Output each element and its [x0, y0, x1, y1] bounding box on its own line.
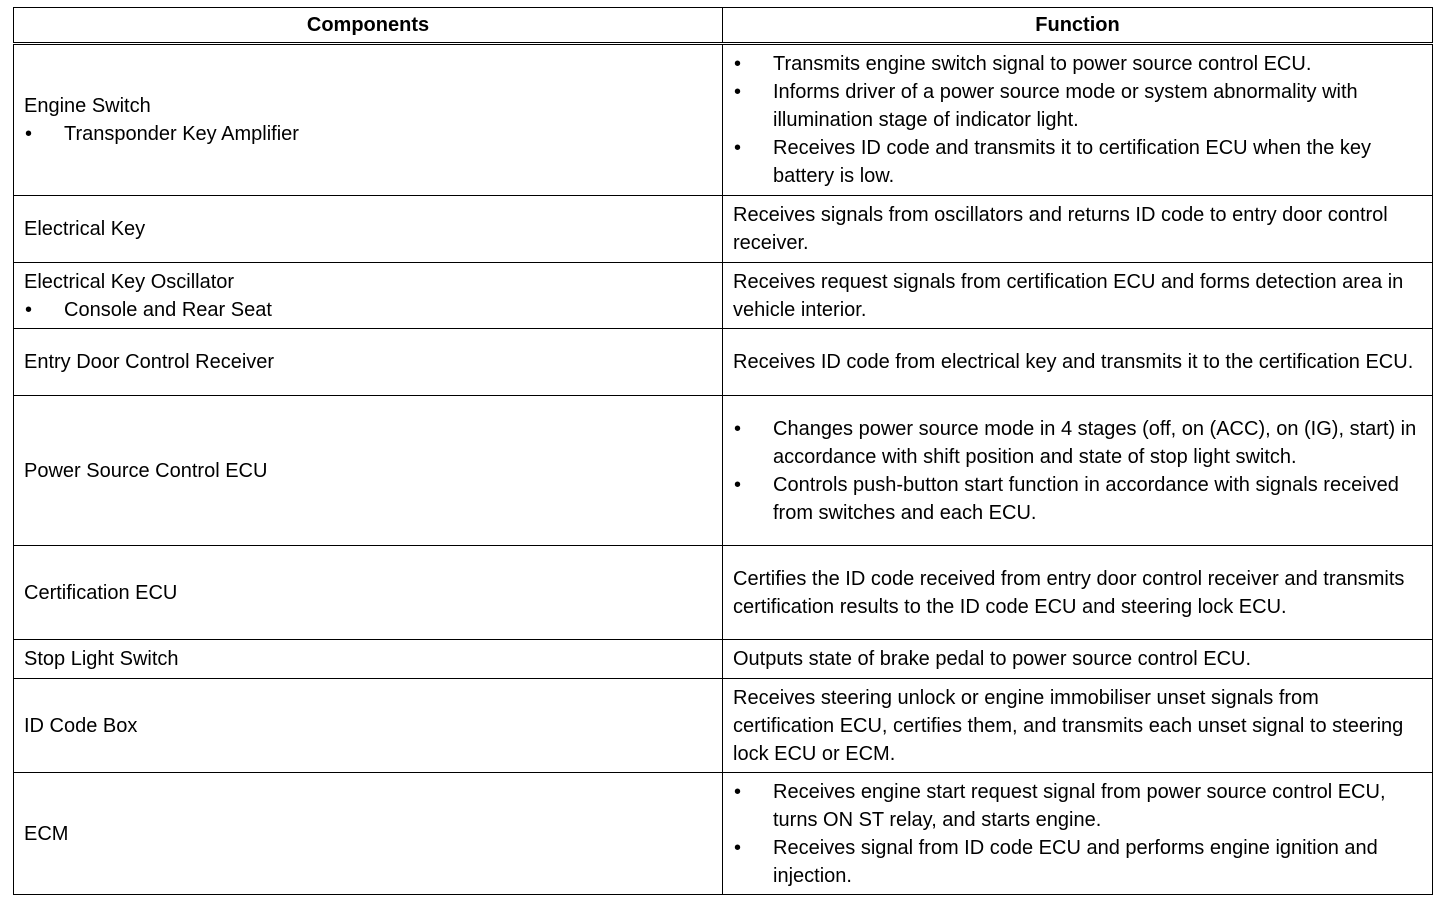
function-text: Receives ID code from electrical key and transmits it to the certification ECU. — [733, 351, 1414, 373]
component-cell — [14, 640, 723, 679]
function-item: • Receives signal from ID code ECU and performs engine ignition and injection. — [733, 834, 1422, 890]
component-name: Entry Door Control Receiver — [24, 351, 275, 373]
function-text: Outputs state of brake pedal to power source control ECU. — [733, 648, 1252, 670]
table-row — [14, 329, 1433, 396]
component-sub-list — [24, 296, 712, 324]
component-sub-item: • Transponder Key Amplifier — [24, 120, 712, 148]
component-name: Electrical Key Oscillator — [24, 270, 235, 293]
function-cell — [723, 44, 1433, 196]
component-name: Power Source Control ECU — [24, 459, 268, 482]
table-header-row — [14, 8, 1433, 44]
component-cell — [14, 396, 723, 546]
function-list — [733, 778, 1422, 890]
function-list — [733, 415, 1422, 527]
table-row — [14, 640, 1433, 679]
component-sub-list — [24, 120, 712, 148]
function-header: Function — [723, 8, 1433, 44]
function-cell — [723, 396, 1433, 546]
component-name: Engine Switch — [24, 95, 151, 117]
function-cell — [723, 679, 1433, 773]
component-cell — [14, 773, 723, 895]
function-text: Receives request signals from certification ECU and forms detection area in vehicle interior. — [733, 270, 1404, 321]
components-header: Components — [14, 8, 723, 44]
function-list — [733, 50, 1422, 190]
table-row — [14, 679, 1433, 773]
function-item: • Informs driver of a power source mode or system abnormality with illumination stage of indicator light. — [733, 78, 1422, 134]
component-sub-item: • Console and Rear Seat — [24, 296, 712, 324]
component-cell — [14, 196, 723, 263]
function-text: Receives signals from oscillators and returns ID code to entry door control receiver. — [733, 204, 1388, 254]
component-cell — [14, 546, 723, 640]
function-item: • Controls push-button start function in accordance with signals received from switches and each ECU. — [733, 471, 1422, 527]
component-name: Certification ECU — [24, 581, 178, 604]
component-name: Stop Light Switch — [24, 648, 179, 670]
component-cell — [14, 44, 723, 196]
table-row — [14, 546, 1433, 640]
function-cell — [723, 640, 1433, 679]
component-cell — [14, 329, 723, 396]
table-row — [14, 196, 1433, 263]
component-cell — [14, 263, 723, 329]
component-name: Electrical Key — [24, 218, 146, 240]
function-item: • Receives engine start request signal from power source control ECU, turns ON ST relay, and starts engine. — [733, 778, 1422, 834]
component-name: ID Code Box — [24, 714, 138, 737]
component-name: ECM — [24, 822, 69, 845]
function-cell — [723, 263, 1433, 329]
function-item: • Receives ID code and transmits it to certification ECU when the key battery is low. — [733, 134, 1422, 190]
function-cell — [723, 196, 1433, 263]
function-text: Certifies the ID code received from entry door control receiver and transmits certification results to the ID code ECU and steering lock ECU. — [733, 567, 1405, 618]
function-cell — [723, 773, 1433, 895]
table-row — [14, 44, 1433, 196]
function-item: • Changes power source mode in 4 stages (off, on (ACC), on (IG), start) in accordance with shift position and state of stop light switch. — [733, 415, 1422, 471]
table-row — [14, 396, 1433, 546]
components-function-table — [13, 7, 1433, 895]
table-row — [14, 773, 1433, 895]
table-row — [14, 263, 1433, 329]
function-cell — [723, 546, 1433, 640]
function-item: • Transmits engine switch signal to power source control ECU. — [733, 50, 1422, 78]
component-cell — [14, 679, 723, 773]
function-cell — [723, 329, 1433, 396]
function-text: Receives steering unlock or engine immobiliser unset signals from certification ECU, certifies them, and transmits each unset signal to steering lock ECU or ECM. — [733, 686, 1404, 765]
